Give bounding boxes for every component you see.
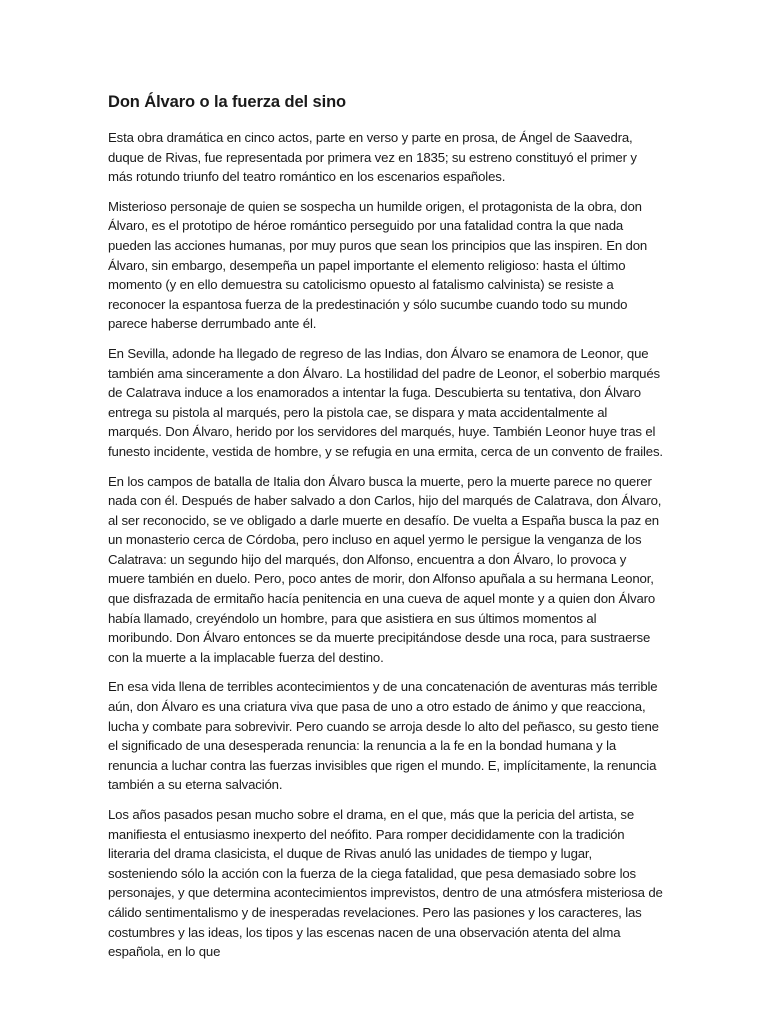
document-title: Don Álvaro o la fuerza del sino bbox=[108, 93, 347, 111]
document-body bbox=[108, 88, 664, 972]
paragraph-intro: Esta obra dramática en cinco actos, parte en verso y parte en prosa, de Ángel de Saavedra, duque de Rivas, fue representada por primera vez en 1835; su estreno constituyó el primer y más rotundo triunfo del teatro romántico en los escenarios españoles. bbox=[108, 130, 637, 185]
paragraph-sevilla: En Sevilla, adonde ha llegado de regreso de las Indias, don Álvaro se enamora de Leonor, que también ama sinceramente a don Álvaro. La hostilidad del padre de Leonor, el soberbio marqués de Calatrava induce a los enamorados a intentar la fuga. Descubierta su tentativa, don Álvaro entrega su pistola al marqués, pero la pistola cae, se dispara y mata accidentalmente al marqués. Don Álvaro, herido por los servidores del marqués, huye. También Leonor huye tras el funesto incidente, vestida de hombre, y se refugia en una ermita, cerca de un convento de frailes. bbox=[108, 345, 663, 459]
paragraph-protagonist: Misterioso personaje de quien se sospecha un humilde origen, el protagonista de la obra, don Álvaro, es el prototipo de héroe romántico perseguido por una fatalidad contra la que nada pueden las acciones humanas, por muy puros que sean los principios que las inspiren. En don Álvaro, sin embargo, desempeña un papel importante el elemento religioso: hasta el último momento (y en ello demuestra su catolicismo opuesto al fatalismo calvinista) se resiste a reconocer la espantosa fuerza de la predestinación y sólo sucumbe cuando todo su mundo parece haberse derrumbado ante él. bbox=[108, 198, 648, 332]
paragraph-italia: En los campos de batalla de Italia don Álvaro busca la muerte, pero la muerte parece no querer nada con él. Después de haber salvado a don Carlos, hijo del marqués de Calatrava, don Álvaro, al ser reconocido, se ve obligado a darle muerte en desafío. De vuelta a España busca la paz en un monasterio cerca de Córdoba, pero incluso en aquel yermo le persigue la venganza de los Calatrava: un segundo hijo del marqués, don Alfonso, encuentra a don Álvaro, lo provoca y muere también en duelo. Pero, poco antes de morir, don Alfonso apuñala a su hermana Leonor, que disfrazada de ermitaño hacía penitencia en una cueva de aquel monte y a quien don Álvaro había llamado, creyéndolo un hombre, para que asistiera en sus últimos momentos al moribundo. Don Álvaro entonces se da muerte precipitándose desde una roca, para sustraerse con la muerte a la implacable fuerza del destino. bbox=[108, 473, 662, 665]
paragraph-drama: Los años pasados pesan mucho sobre el drama, en el que, más que la pericia del artista, se manifiesta el entusiasmo inexperto del neófito. Para romper decididamente con la tradición literaria del drama clasicista, el duque de Rivas anuló las unidades de tiempo y lugar, sosteniendo sólo la acción con la fuerza de la ciega fatalidad, que pesa demasiado sobre los personajes, y que determina acontecimientos imprevistos, dentro de una atmósfera misteriosa de cálido sentimentalismo y de inesperadas revelaciones. Pero las pasiones y los caracteres, las costumbres y las ideas, los tipos y las escenas nacen de una observación atenta del alma española, en lo que bbox=[108, 807, 663, 960]
paragraph-renuncia: En esa vida llena de terribles acontecimientos y de una concatenación de aventuras más terrible aún, don Álvaro es una criatura viva que pasa de uno a otro estado de ánimo y que reacciona, lucha y combate para sobrevivir. Pero cuando se arroja desde lo alto del peñasco, su gesto tiene el significado de una desesperada renuncia: la renuncia a la fe en la bondad humana y la renuncia a luchar contra las fuerzas invisibles que rigen el mundo. E, implícitamente, la renuncia también a su eterna salvación. bbox=[108, 679, 659, 793]
